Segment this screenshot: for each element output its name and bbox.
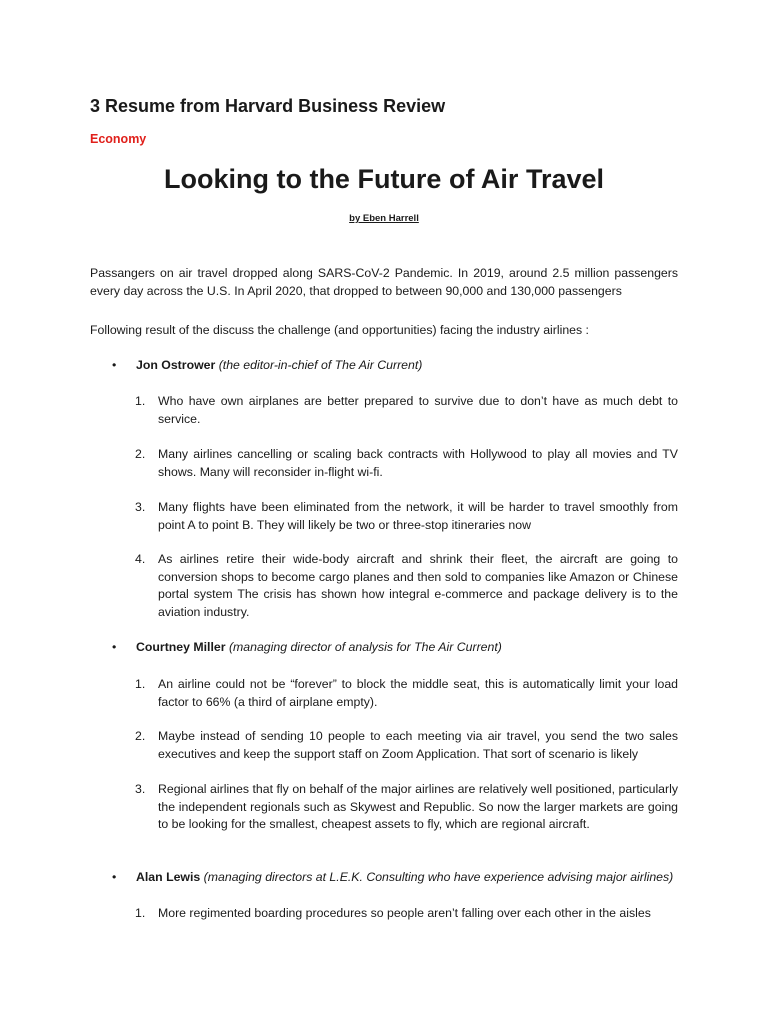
expert-role: (the editor-in-chief of The Air Current)	[218, 358, 423, 372]
list-item-text: As airlines retire their wide-body aircraft and shrink their fleet, the aircraft are going to conversion shops to become cargo planes and then sold to companies like Amazon or Chinese portal system The crisis has shown how integral e-commerce and package delivery is to the aviation industry.	[158, 552, 678, 619]
bullet-icon: •	[112, 358, 117, 372]
expert-heading	[136, 357, 422, 375]
expert-name: Jon Ostrower	[136, 358, 216, 372]
expert-role: (managing directors at L.E.K. Consulting who have experience advising major airlines)	[203, 870, 674, 884]
bullet-icon: •	[112, 870, 117, 884]
list-number: 3.	[135, 782, 146, 796]
expert-name: Courtney Miller	[136, 640, 226, 654]
byline: by Eben Harrell	[349, 213, 419, 224]
list-number: 4.	[135, 552, 146, 566]
list-item-text: Who have own airplanes are better prepared to survive due to don’t have as much debt to service.	[158, 394, 678, 426]
list-number: 3.	[135, 500, 146, 514]
list-item-text: An airline could not be “forever” to block the middle seat, this is automatically limit your load factor to 66% (a third of airplane empty).	[158, 677, 678, 709]
category-label: Economy	[90, 132, 147, 146]
expert-name: Alan Lewis	[136, 870, 201, 884]
expert-role: (managing director of analysis for The Air Current)	[228, 640, 502, 654]
list-item-text: Maybe instead of sending 10 people to each meeting via air travel, you send the two sales executives and keep the support staff on Zoom Application. That sort of scenario is likely	[158, 729, 678, 761]
list-number: 1.	[135, 677, 146, 691]
lead-paragraph: Following result of the discuss the challenge (and opportunities) facing the industry airlines :	[90, 323, 589, 337]
list-item-text: Many flights have been eliminated from the network, it will be harder to travel smoothly from point A to point B. They will likely be two or three-stop itineraries now	[158, 500, 678, 532]
list-number: 1.	[135, 394, 146, 408]
list-number: 1.	[135, 906, 146, 920]
article-title: Looking to the Future of Air Travel	[163, 164, 604, 194]
expert-heading	[136, 869, 673, 887]
bullet-icon: •	[112, 640, 117, 654]
list-item-text: Regional airlines that fly on behalf of the major airlines are relatively well positioned, particularly the independent regionals such as Skywest and Republic. So now the larger markets are going to be looking for the smallest, cheapest assets to fly, which are regional aircraft.	[158, 782, 678, 831]
list-item-text: Many airlines cancelling or scaling back contracts with Hollywood to play all movies and TV shows. Many will reconsider in-flight wi-fi.	[158, 447, 678, 479]
list-item-text: More regimented boarding procedures so people aren’t falling over each other in the aisles	[158, 906, 651, 920]
expert-heading	[136, 639, 502, 657]
document-heading: 3 Resume from Harvard Business Review	[90, 96, 446, 116]
intro-paragraph: Passangers on air travel dropped along SARS-CoV-2 Pandemic. In 2019, around 2.5 million passengers every day across the U.S. In April 2020, that dropped to between 90,000 and 130,000 passengers	[90, 266, 678, 298]
list-number: 2.	[135, 447, 146, 461]
list-number: 2.	[135, 729, 146, 743]
